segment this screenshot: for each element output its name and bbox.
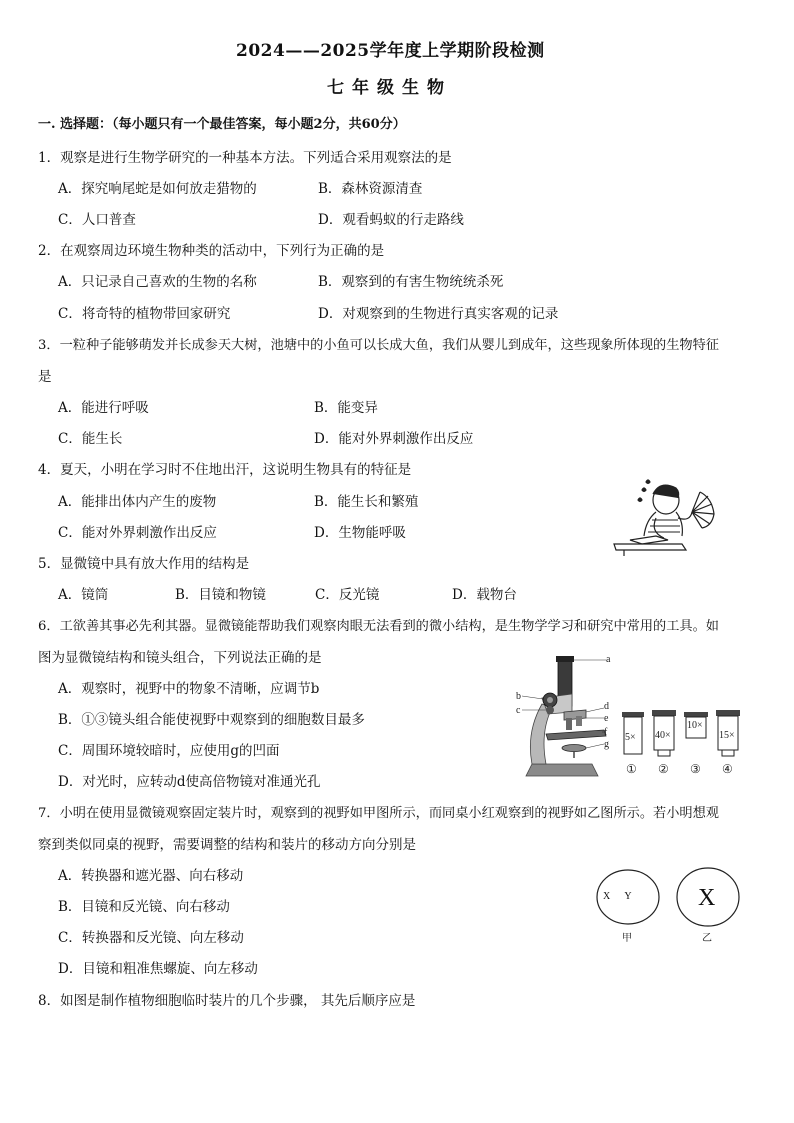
question-3-stem-line2: 是: [38, 369, 52, 385]
microscope-label-e: e: [604, 713, 609, 724]
view-field-jia-label: 甲: [622, 933, 632, 944]
page-subtitle: 七年级生物: [327, 78, 452, 98]
microscope-label-b: b: [516, 691, 521, 702]
q1-option-d: D．观看蚂蚁的行走路线: [318, 212, 464, 228]
question-6-stem-line1: 6．工欲善其事必先利其器。显微镜能帮助我们观察肉眼无法看到的微小结构，是生物学学习和研究中常用的工具。如: [38, 619, 719, 634]
lens-3-label: 10×: [687, 720, 703, 731]
microscope-label-g: g: [604, 739, 609, 750]
question-5-stem: 5．显微镜中具有放大作用的结构是: [38, 556, 250, 572]
lens-1-number: ①: [626, 762, 637, 776]
q5-option-d: D．载物台: [452, 587, 517, 603]
q6-option-d: D．对光时，应转动d使高倍物镜对准通光孔: [58, 774, 321, 790]
q2-option-d: D．对观察到的生物进行真实客观的记录: [318, 306, 559, 322]
question-8-stem: 8．如图是制作植物细胞临时装片的几个步骤， 其先后顺序应是: [38, 993, 416, 1009]
question-1-stem: 1．观察是进行生物学研究的一种基本方法。下列适合采用观察法的是: [38, 150, 452, 166]
q3-option-c: C．能生长: [58, 431, 123, 447]
q5-option-c: C．反光镜: [315, 587, 380, 603]
q7-option-c: C．转换器和反光镜、向左移动: [58, 930, 244, 946]
sweating-boy-illustration: [612, 478, 722, 558]
q2-option-b: B．观察到的有害生物统统杀死: [318, 274, 504, 290]
question-4-stem: 4．夏天，小明在学习时不住地出汗，这说明生物具有的特征是: [38, 462, 412, 478]
view-field-jia-letters: X Y: [603, 891, 632, 902]
view-field-yi-label: 乙: [702, 933, 712, 944]
q7-option-d: D．目镜和粗准焦螺旋、向左移动: [58, 961, 258, 977]
q3-option-b: B．能变异: [314, 400, 378, 416]
page-title: 2024——2025学年度上学期阶段检测: [236, 41, 545, 61]
q1-option-b: B．森林资源清查: [318, 181, 423, 197]
q3-option-d: D．能对外界刺激作出反应: [314, 431, 474, 447]
lens-4-label: 15×: [719, 730, 735, 741]
lens-2-number: ②: [658, 762, 669, 776]
q4-option-d: D．生物能呼吸: [314, 525, 406, 541]
q6-option-b: B．①③镜头组合能使视野中观察到的细胞数目最多: [58, 712, 365, 728]
q6-option-a: A．观察时，视野中的物象不清晰，应调节b: [58, 681, 320, 697]
lens-3-number: ③: [690, 762, 701, 776]
q3-option-a: A．能进行呼吸: [58, 400, 149, 416]
view-field-yi-letter: X: [698, 885, 716, 911]
q4-option-b: B．能生长和繁殖: [314, 494, 419, 510]
q1-option-c: C．人口普查: [58, 212, 136, 228]
lens-1-label: 5×: [625, 732, 636, 743]
q4-option-a: A．能排出体内产生的废物: [58, 494, 217, 510]
q1-option-a: A．探究响尾蛇是如何放走猎物的: [58, 181, 257, 197]
q7-option-a: A．转换器和遮光器、向右移动: [58, 868, 244, 884]
question-7-stem-line1: 7．小明在使用显微镜观察固定装片时，观察到的视野如甲图所示，而同桌小红观察到的视野如乙图所示。若小明想观: [38, 806, 719, 821]
microscope-label-c: c: [516, 705, 521, 716]
question-3-stem-line1: 3．一粒种子能够萌发并长成参天大树，池塘中的小鱼可以长成大鱼，我们从婴儿到成年，这些现象所体现的生物特征: [38, 338, 719, 353]
q4-option-c: C．能对外界刺激作出反应: [58, 525, 217, 541]
question-6-stem-line2: 图为显微镜结构和镜头组合，下列说法正确的是: [38, 650, 322, 666]
question-2-stem: 2．在观察周边环境生物种类的活动中，下列行为正确的是: [38, 243, 385, 259]
microscope-label-d: d: [604, 701, 609, 712]
microscope-label-f: f: [604, 727, 608, 738]
q7-option-b: B．目镜和反光镜、向右移动: [58, 899, 230, 915]
q5-option-b: B．目镜和物镜: [175, 587, 266, 603]
section-heading: 一. 选择题：（每小题只有一个最佳答案，每小题2分，共60分）: [38, 117, 406, 132]
question-7-stem-line2: 察到类似同桌的视野，需要调整的结构和装片的移动方向分别是: [38, 837, 416, 853]
lens-2-label: 40×: [655, 730, 671, 741]
microscope-label-a: a: [606, 654, 611, 665]
q5-option-a: A．镜筒: [58, 587, 109, 603]
q2-option-c: C．将奇特的植物带回家研究: [58, 306, 231, 322]
lens-4-number: ④: [722, 762, 733, 776]
q6-option-c: C．周围环境较暗时，应使用g的凹面: [58, 743, 280, 759]
q2-option-a: A．只记录自己喜欢的生物的名称: [58, 274, 257, 290]
